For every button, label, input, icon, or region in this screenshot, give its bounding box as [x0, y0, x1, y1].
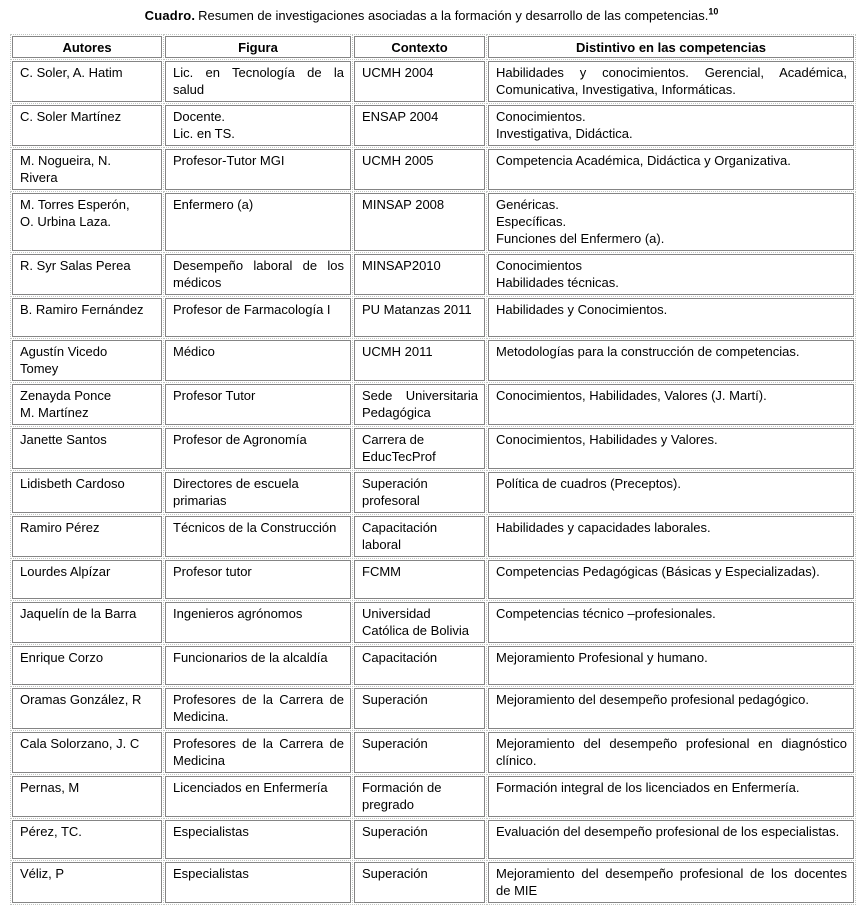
- cell-figura: [165, 776, 351, 817]
- cell-autores: [12, 820, 162, 859]
- cell-line: EducTecProf: [362, 449, 436, 464]
- cell-line: Véliz, P: [20, 866, 65, 881]
- cell-line: Superación: [362, 736, 428, 751]
- cell-line: Habilidades técnicas.: [496, 275, 619, 290]
- cell-line: Carrera de: [362, 432, 425, 447]
- header-row: [12, 36, 854, 58]
- cell-line: FCMM: [362, 564, 401, 579]
- cell-line: Genéricas.: [496, 197, 559, 212]
- table-row: [12, 193, 854, 251]
- cell-line: primarias: [173, 493, 227, 508]
- cell-figura: [165, 732, 351, 773]
- table-row: [12, 820, 854, 859]
- cell-line: Directores de escuela: [173, 476, 299, 491]
- table-row: [12, 688, 854, 729]
- cell-autores: [12, 340, 162, 381]
- cell-distintivo: [488, 254, 854, 295]
- table-row: [12, 646, 854, 685]
- table-row: [12, 105, 854, 146]
- cell-line: Profesores de la Carrera de Medicina: [173, 736, 344, 768]
- cell-line: C. Soler, A. Hatim: [20, 65, 123, 80]
- cell-autores: [12, 688, 162, 729]
- cell-distintivo: [488, 472, 854, 513]
- cell-figura: [165, 428, 351, 469]
- cell-line: C. Soler Martínez: [20, 109, 122, 124]
- cell-figura: [165, 298, 351, 337]
- cell-line: Oramas González, R: [20, 692, 142, 707]
- cell-autores: [12, 646, 162, 685]
- cell-line: M. Torres Esperón,: [20, 197, 130, 212]
- cell-line: Especialistas: [173, 824, 249, 839]
- column-header-distintivo: Distintivo en las competencias: [488, 36, 854, 58]
- cell-figura: [165, 384, 351, 425]
- cell-autores: [12, 732, 162, 773]
- cell-line: Enfermero (a): [173, 197, 254, 212]
- cell-autores: [12, 776, 162, 817]
- cell-line: Lic. en TS.: [173, 126, 235, 141]
- cell-line: Superación: [362, 866, 428, 881]
- cell-figura: [165, 688, 351, 729]
- table-body: [12, 61, 854, 903]
- cell-line: Capacitación: [362, 520, 438, 535]
- cell-contexto: [354, 340, 485, 381]
- cell-line: B. Ramiro Fernández: [20, 302, 144, 317]
- cell-line: Funcionarios de la alcaldía: [173, 650, 328, 665]
- column-header-contexto: Contexto: [354, 36, 485, 58]
- cell-line: Política de cuadros (Preceptos).: [496, 476, 681, 491]
- cell-autores: [12, 516, 162, 557]
- cell-contexto: [354, 105, 485, 146]
- cell-line: M. Nogueira, N.: [20, 153, 112, 168]
- table-row: [12, 472, 854, 513]
- cell-line: Mejoramiento del desempeño profesional pedagógico.: [496, 692, 809, 707]
- caption-reference-superscript: 10: [708, 6, 719, 17]
- cell-contexto: [354, 61, 485, 102]
- cell-line: Cala Solorzano, J. C: [20, 736, 140, 751]
- cell-autores: [12, 602, 162, 643]
- table-row: [12, 340, 854, 381]
- cell-line: Capacitación: [362, 650, 438, 665]
- cell-distintivo: [488, 193, 854, 251]
- cell-distintivo: [488, 688, 854, 729]
- cell-line: Enrique Corzo: [20, 650, 104, 665]
- cell-line: PU Matanzas 2011: [362, 302, 472, 317]
- cell-autores: [12, 149, 162, 190]
- table-row: [12, 384, 854, 425]
- cell-line: Profesor de Agronomía: [173, 432, 307, 447]
- cell-line: Lourdes Alpízar: [20, 564, 111, 579]
- cell-line: Ingenieros agrónomos: [173, 606, 303, 621]
- cell-line: Desempeño laboral de los médicos: [173, 258, 344, 290]
- cell-line: ENSAP 2004: [362, 109, 439, 124]
- cell-autores: [12, 428, 162, 469]
- cell-line: O. Urbina Laza.: [20, 214, 112, 229]
- cell-contexto: [354, 646, 485, 685]
- cell-line: Evaluación del desempeño profesional de los especialistas.: [496, 824, 840, 839]
- cell-line: Janette Santos: [20, 432, 107, 447]
- cell-line: Agustín Vicedo: [20, 344, 108, 359]
- cell-line: Formación de: [362, 780, 442, 795]
- cell-line: Específicas.: [496, 214, 567, 229]
- cell-line: Médico: [173, 344, 215, 359]
- cell-line: Mejoramiento del desempeño profesional en diagnóstico clínico.: [496, 736, 847, 768]
- cell-line: Competencias técnico –profesionales.: [496, 606, 716, 621]
- cell-figura: [165, 105, 351, 146]
- cell-figura: [165, 516, 351, 557]
- cell-contexto: [354, 428, 485, 469]
- cell-line: MINSAP 2008: [362, 197, 445, 212]
- cell-autores: [12, 193, 162, 251]
- cell-distintivo: [488, 61, 854, 102]
- table-row: [12, 254, 854, 295]
- cell-distintivo: [488, 776, 854, 817]
- cell-line: Profesor Tutor: [173, 388, 256, 403]
- cell-figura: [165, 340, 351, 381]
- cell-figura: [165, 862, 351, 903]
- cell-figura: [165, 820, 351, 859]
- cell-autores: [12, 61, 162, 102]
- cell-line: Mejoramiento del desempeño profesional de los docentes de MIE: [496, 866, 847, 898]
- cell-figura: [165, 472, 351, 513]
- cell-contexto: [354, 688, 485, 729]
- cell-line: profesoral: [362, 493, 420, 508]
- cell-line: Conocimientos, Habilidades y Valores.: [496, 432, 718, 447]
- cell-distintivo: [488, 149, 854, 190]
- cell-line: R. Syr Salas Perea: [20, 258, 131, 273]
- cell-distintivo: [488, 298, 854, 337]
- cell-distintivo: [488, 560, 854, 599]
- cell-line: Profesores de la Carrera de Medicina.: [173, 692, 344, 724]
- cell-contexto: [354, 472, 485, 513]
- cell-line: UCMH 2011: [362, 344, 433, 359]
- cell-contexto: [354, 602, 485, 643]
- cell-figura: [165, 254, 351, 295]
- cell-contexto: [354, 560, 485, 599]
- cell-line: MINSAP2010: [362, 258, 441, 273]
- cell-line: Competencia Académica, Didáctica y Organizativa.: [496, 153, 791, 168]
- cell-contexto: [354, 732, 485, 773]
- cell-distintivo: [488, 646, 854, 685]
- cell-line: Especialistas: [173, 866, 249, 881]
- cell-line: Profesor-Tutor MGI: [173, 153, 285, 168]
- cell-line: Metodologías para la construcción de competencias.: [496, 344, 800, 359]
- table-row: [12, 428, 854, 469]
- cell-contexto: [354, 193, 485, 251]
- cell-distintivo: [488, 105, 854, 146]
- cell-line: Docente.: [173, 109, 226, 124]
- cell-autores: [12, 560, 162, 599]
- table-row: [12, 298, 854, 337]
- cell-distintivo: [488, 516, 854, 557]
- table-row: [12, 560, 854, 599]
- table-row: [12, 776, 854, 817]
- cell-line: pregrado: [362, 797, 415, 812]
- competencias-summary-table: [9, 33, 857, 906]
- cell-line: laboral: [362, 537, 402, 552]
- cell-line: Conocimientos.: [496, 109, 586, 124]
- cell-contexto: [354, 820, 485, 859]
- caption-text: Resumen de investigaciones asociadas a la formación y desarrollo de las competencias.: [198, 8, 709, 23]
- cell-line: M. Martínez: [20, 405, 89, 420]
- cell-line: Conocimientos: [496, 258, 582, 273]
- cell-line: Técnicos de la Construcción: [173, 520, 337, 535]
- cell-line: Habilidades y capacidades laborales.: [496, 520, 711, 535]
- cell-figura: [165, 646, 351, 685]
- table-row: [12, 516, 854, 557]
- column-header-autores: Autores: [12, 36, 162, 58]
- table-caption: [0, 7, 863, 24]
- cell-line: UCMH 2004: [362, 65, 434, 80]
- cell-figura: [165, 61, 351, 102]
- cell-line: Lidisbeth Cardoso: [20, 476, 125, 491]
- cell-line: Competencias Pedagógicas (Básicas y Especializadas).: [496, 564, 820, 579]
- cell-autores: [12, 472, 162, 513]
- cell-figura: [165, 602, 351, 643]
- table-row: [12, 61, 854, 102]
- cell-line: Pernas, M: [20, 780, 80, 795]
- table-row: [12, 732, 854, 773]
- cell-distintivo: [488, 602, 854, 643]
- cell-figura: [165, 193, 351, 251]
- cell-contexto: [354, 149, 485, 190]
- cell-line: Rivera: [20, 170, 58, 185]
- cell-distintivo: [488, 732, 854, 773]
- column-header-figura: Figura: [165, 36, 351, 58]
- cell-line: Mejoramiento Profesional y humano.: [496, 650, 708, 665]
- cell-line: Jaquelín de la Barra: [20, 606, 137, 621]
- cell-line: Profesor de Farmacología I: [173, 302, 331, 317]
- cell-line: Superación: [362, 824, 428, 839]
- cell-line: Investigativa, Didáctica.: [496, 126, 633, 141]
- cell-distintivo: [488, 384, 854, 425]
- cell-line: Sede Universitaria Pedagógica: [362, 388, 478, 420]
- cell-contexto: [354, 254, 485, 295]
- cell-line: Licenciados en Enfermería: [173, 780, 328, 795]
- cell-line: Zenayda Ponce: [20, 388, 112, 403]
- cell-line: UCMH 2005: [362, 153, 434, 168]
- cell-autores: [12, 298, 162, 337]
- cell-autores: [12, 384, 162, 425]
- cell-line: Habilidades y Conocimientos.: [496, 302, 668, 317]
- cell-line: Conocimientos, Habilidades, Valores (J. Martí).: [496, 388, 767, 403]
- cell-line: Lic. en Tecnología de la salud: [173, 65, 344, 97]
- cell-contexto: [354, 516, 485, 557]
- cell-distintivo: [488, 340, 854, 381]
- cell-line: Habilidades y conocimientos. Gerencial, Académica, Comunicativa, Investigativa, Informáticas.: [496, 65, 847, 97]
- caption-label: Cuadro.: [144, 8, 196, 23]
- table-row: [12, 149, 854, 190]
- cell-autores: [12, 254, 162, 295]
- cell-contexto: [354, 862, 485, 903]
- cell-autores: [12, 105, 162, 146]
- cell-line: Pérez, TC.: [20, 824, 82, 839]
- cell-line: Universidad: [362, 606, 431, 621]
- cell-line: Profesor tutor: [173, 564, 252, 579]
- cell-autores: [12, 862, 162, 903]
- cell-line: Formación integral de los licenciados en Enfermería.: [496, 780, 800, 795]
- cell-line: Ramiro Pérez: [20, 520, 100, 535]
- cell-figura: [165, 560, 351, 599]
- cell-distintivo: [488, 820, 854, 859]
- cell-contexto: [354, 298, 485, 337]
- table-row: [12, 862, 854, 903]
- cell-contexto: [354, 384, 485, 425]
- cell-line: Católica de Bolivia: [362, 623, 469, 638]
- cell-line: Funciones del Enfermero (a).: [496, 231, 665, 246]
- cell-line: Superación: [362, 476, 428, 491]
- cell-distintivo: [488, 428, 854, 469]
- cell-line: Tomey: [20, 361, 59, 376]
- cell-figura: [165, 149, 351, 190]
- cell-contexto: [354, 776, 485, 817]
- cell-distintivo: [488, 862, 854, 903]
- table-row: [12, 602, 854, 643]
- cell-line: Superación: [362, 692, 428, 707]
